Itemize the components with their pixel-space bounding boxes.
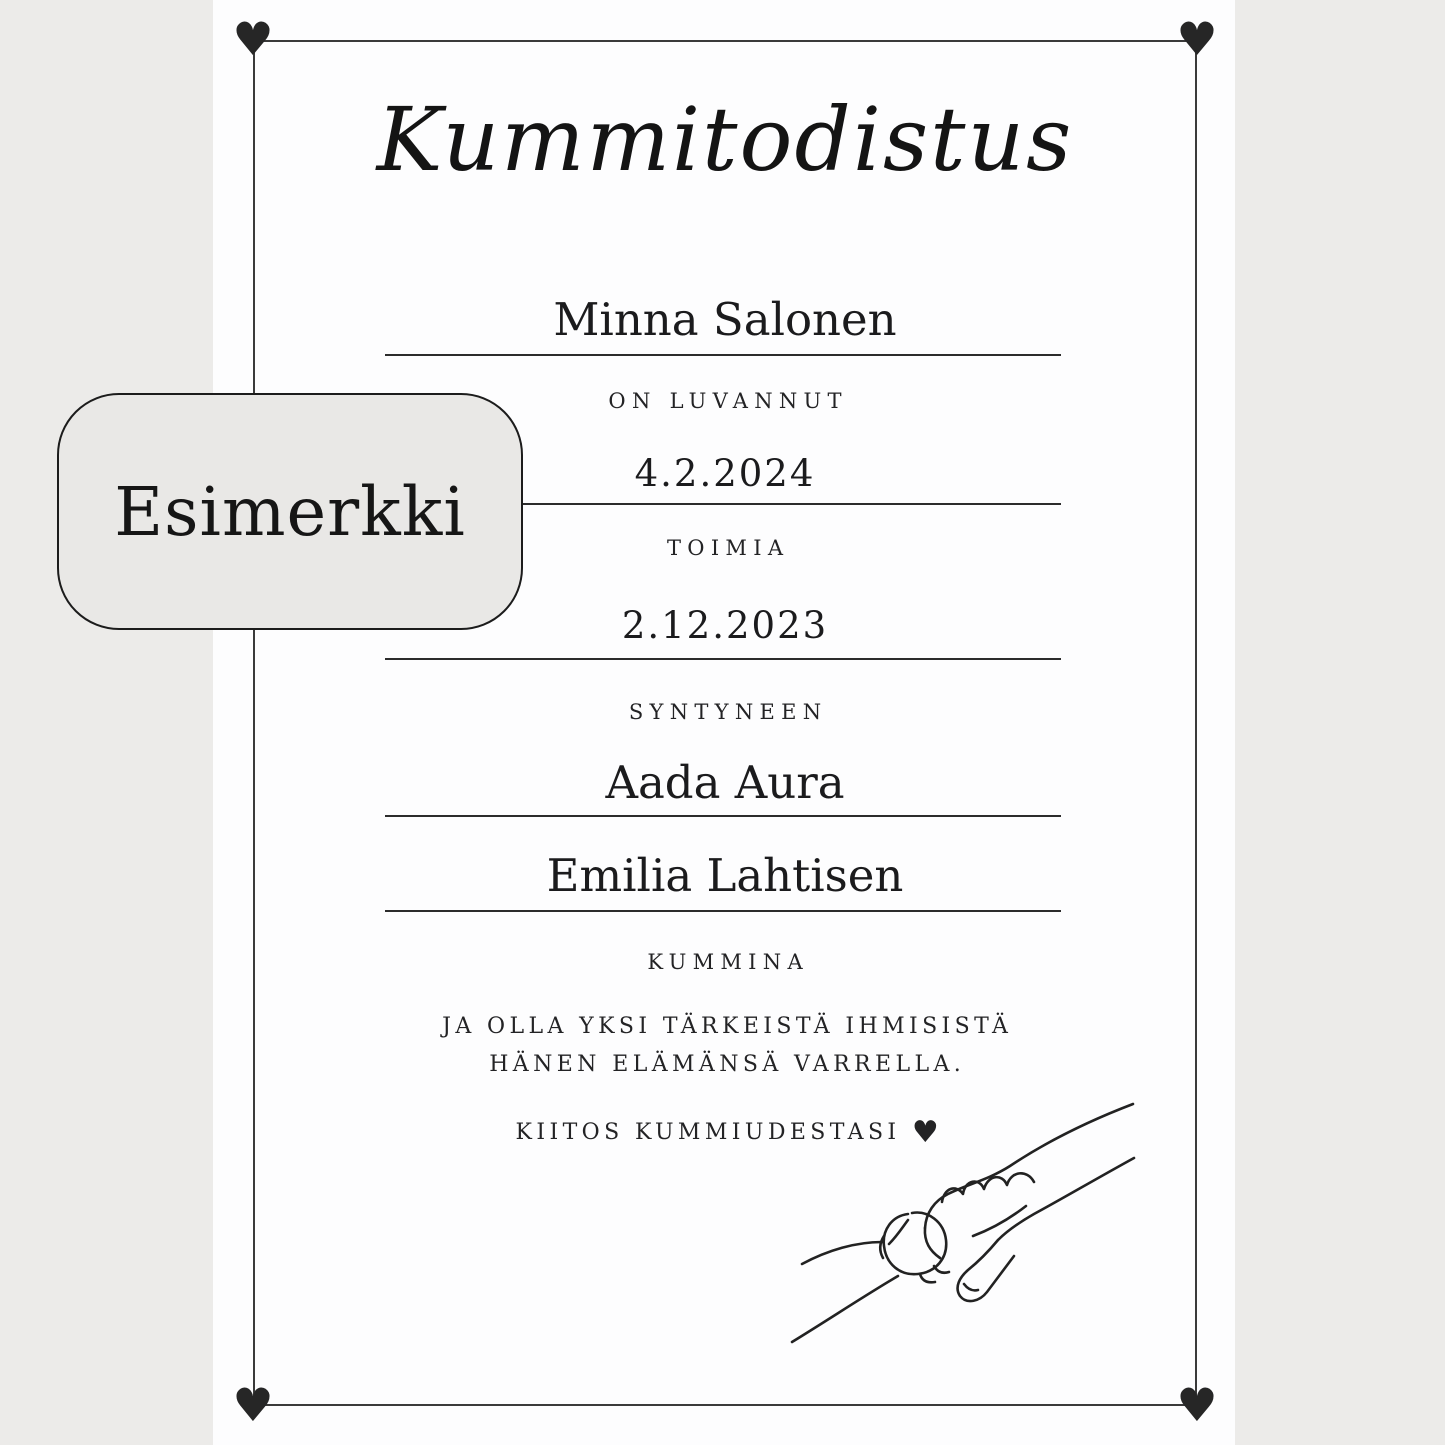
act-label: TOIMIA: [667, 536, 790, 560]
parent-name: Emilia Lahtisen: [546, 849, 904, 902]
birth-date: 2.12.2023: [621, 604, 829, 647]
example-badge: [57, 393, 523, 630]
divider-line: [385, 658, 1061, 660]
godparent-name: Minna Salonen: [553, 293, 897, 346]
divider-line: [385, 354, 1061, 356]
certificate-title: Kummitodistus: [376, 88, 1074, 191]
message-line-1: JA OLLA YKSI TÄRKEISTÄ IHMISISTÄ: [442, 1014, 1013, 1039]
promised-date: 4.2.2024: [634, 452, 816, 495]
divider-line: [385, 910, 1061, 912]
example-badge-label: Esimerkki: [114, 472, 466, 551]
child-name: Aada Aura: [605, 756, 845, 809]
as-godparent-label: KUMMINA: [647, 950, 809, 974]
corner-heart-icon: ♥: [232, 1378, 274, 1433]
corner-heart-icon: ♥: [1176, 12, 1218, 67]
born-label: SYNTYNEEN: [628, 700, 828, 724]
thanks-text: KIITOS KUMMIUDESTASI: [515, 1120, 901, 1145]
divider-line: [385, 815, 1061, 817]
message-line-2: HÄNEN ELÄMÄNSÄ VARRELLA.: [489, 1052, 966, 1077]
holding-hands-illustration: [788, 1078, 1140, 1353]
promised-label: ON LUVANNUT: [608, 389, 848, 413]
corner-heart-icon: ♥: [1176, 1378, 1218, 1433]
corner-heart-icon: ♥: [232, 12, 274, 67]
heart-icon: ♥: [911, 1115, 939, 1150]
